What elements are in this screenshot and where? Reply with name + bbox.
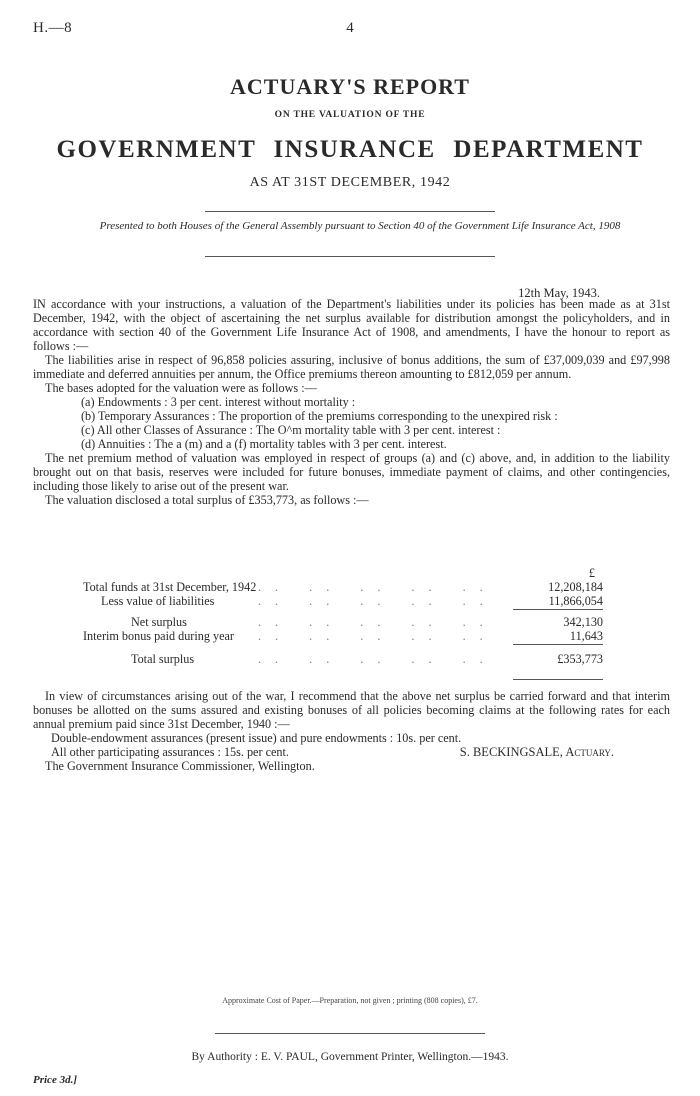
price: Price 3d.] xyxy=(33,1074,77,1086)
row-value: £353,773 xyxy=(557,652,603,666)
paragraph-bases-intro: The bases adopted for the valuation were as follows :— xyxy=(45,381,317,395)
bonus-rate: All other participating assurances : 15s. per cent. xyxy=(51,745,289,759)
total-rule xyxy=(513,679,603,680)
table-row: Less value of liabilities .. .. .. .. .. 11,866,054 xyxy=(101,594,603,608)
bases-list xyxy=(33,395,670,451)
table-row: Interim bonus paid during year .. .. .. .. .. 11,643 xyxy=(83,629,603,643)
surplus-table xyxy=(83,566,603,666)
table-row: Total surplus .. .. .. .. .. £353,773 xyxy=(131,652,603,666)
footer-divider xyxy=(215,1033,485,1034)
row-value: 11,643 xyxy=(569,629,603,643)
row-label: Interim bonus paid during year xyxy=(83,629,234,643)
divider-top xyxy=(205,211,495,212)
department-title: GOVERNMENT INSURANCE DEPARTMENT xyxy=(56,136,644,163)
sum-rule xyxy=(513,644,603,645)
row-label: Total funds at 31st December, 1942 xyxy=(83,580,257,594)
table-row: Net surplus .. .. .. .. .. 342,130 xyxy=(131,615,603,629)
page-number: 4 xyxy=(346,20,354,36)
paragraph-recommendation: In view of circumstances arising out of the war, I recommend that the above net surplus be carried forward and that interim bonuses be allotted on the sums assured and existing bonuses of all policies becoming claims at the following rates for each annual premium paid since 31st December, 1940 :— xyxy=(33,689,670,731)
cost-footnote: Approximate Cost of Paper.—Preparation, not given ; printing (808 copies), £7. xyxy=(222,996,478,1005)
basis-item: (a) Endowments : 3 per cent. interest without mortality : xyxy=(81,395,356,409)
basis-item: (d) Annuities : The a (m) and a (f) mortality tables with 3 per cent. interest. xyxy=(81,437,447,451)
row-label: Less value of liabilities xyxy=(101,594,215,608)
divider-bottom xyxy=(205,256,495,257)
presented-note: Presented to both Houses of the General Assembly pursuant to Section 40 of the Government Life Insurance Act, 1908 xyxy=(99,220,621,232)
paragraph-liabilities: The liabilities arise in respect of 96,858 policies assuring, inclusive of bonus additions, the sum of £37,009,039 and £97,998 immediate and deferred annuities per annum, the Office premiums thereon amounting to £812,059 per annum. xyxy=(33,353,670,381)
report-title: ACTUARY'S REPORT xyxy=(230,74,470,99)
row-label: Total surplus xyxy=(131,652,195,666)
sum-rule xyxy=(513,609,603,610)
paragraph-intro: IN accordance with your instructions, a valuation of the Department's liabilities under its policies has been made as at 31st December, 1942, with the object of ascertaining the net surplus available for distribution amongst the policyholders, and in accordance with section 40 of the Government Life Insurance Act of 1908, and amendments, I have the honour to report as follows :— xyxy=(33,297,670,353)
table-row: Total funds at 31st December, 1942 .. .. .. .. .. 12,208,184 xyxy=(83,580,603,594)
row-label: Net surplus xyxy=(131,615,187,629)
signature: S. BECKINGSALE, Actuary. xyxy=(459,745,614,759)
basis-item: (c) All other Classes of Assurance : The O^m mortality table with 3 per cent. interest : xyxy=(81,423,501,437)
currency-header: £ xyxy=(588,566,595,580)
row-value: 11,866,054 xyxy=(548,594,603,608)
printer-authority: By Authority : E. V. PAUL, Government Printer, Wellington.—1943. xyxy=(191,1051,509,1063)
basis-item: (b) Temporary Assurances : The proportion of the premiums corresponding to the unexpired risk : xyxy=(81,409,558,423)
document-reference: H.—8 xyxy=(33,20,73,36)
valuation-date-title: AS AT 31ST DECEMBER, 1942 xyxy=(249,175,451,190)
paragraph-surplus-intro: The valuation disclosed a total surplus of £353,773, as follows :— xyxy=(45,493,369,507)
bonus-rate: Double-endowment assurances (present issue) and pure endowments : 10s. per cent. xyxy=(51,731,462,745)
addressee: The Government Insurance Commissioner, Wellington. xyxy=(45,759,315,773)
row-value: 342,130 xyxy=(563,615,603,629)
report-date: 12th May, 1943. xyxy=(518,286,600,300)
report-body xyxy=(33,297,670,507)
paragraph-method: The net premium method of valuation was employed in respect of groups (a) and (c) above, and, in addition to the liability brought out on that basis, reserves were included for future bonuses, immediate payment of claims, and other contingencies, including those likely to arise out of the present war. xyxy=(33,451,670,493)
row-value: 12,208,184 xyxy=(548,580,603,594)
report-subtitle: ON THE VALUATION OF THE xyxy=(274,110,426,120)
